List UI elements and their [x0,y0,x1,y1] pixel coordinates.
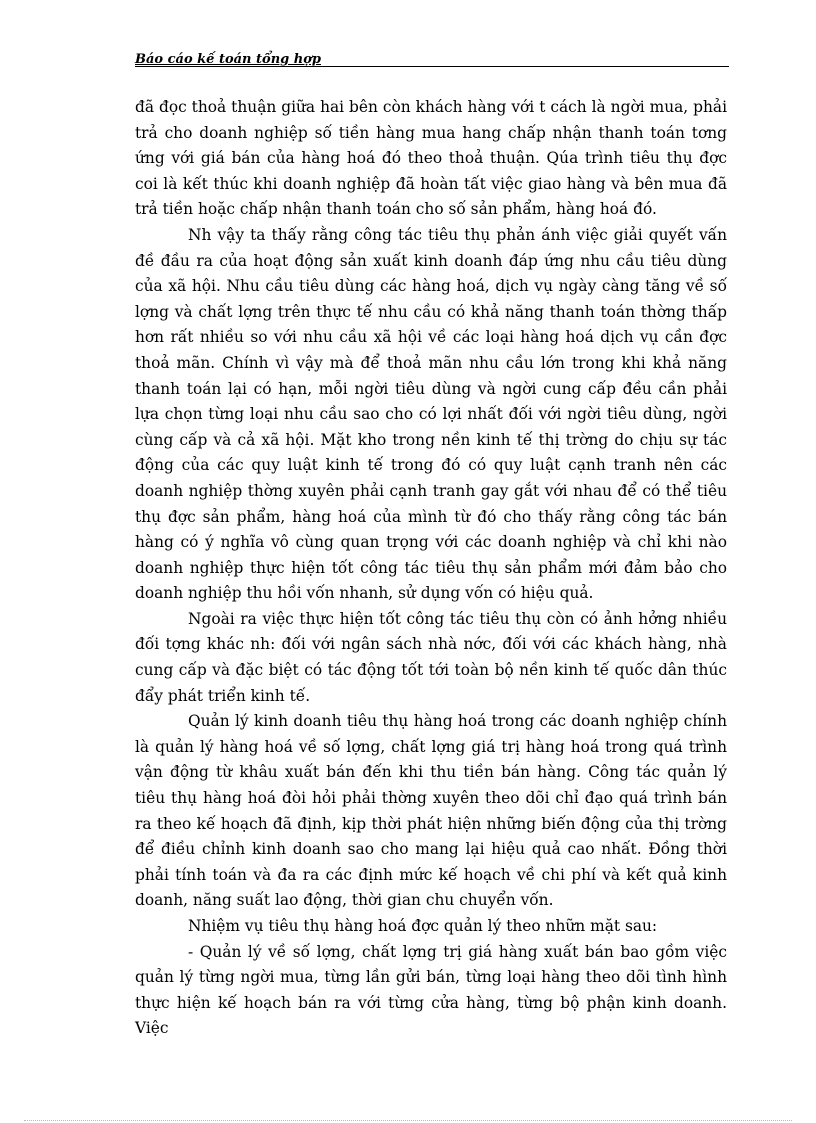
paragraph-broader-impact: Ngoài ra việc thực hiện tốt công tác tiêu thụ còn có ảnh hởng nhiều đối tợng khác nh: đối với ngân sách nhà nớc, đối với các khách hàng, nhà cung cấp và đặc biệt có tác động tốt tới toàn bộ nền kinh tế quốc dân thúc đẩy phát triển kinh tế. [135,609,727,705]
paragraph-management-tasks-intro: Nhiệm vụ tiêu thụ hàng hoá đợc quản lý theo nhữn mặt sau: [188,917,658,935]
header-title: Báo cáo kế toán tổng hợp [135,52,321,67]
paragraph-task-quantity-quality: - Quản lý về số lợng, chất lợng trị giá hàng xuất bán bao gồm việc quản lý từng ngời mua, từng lần gửi bán, từng loại hàng theo dõi tình hình thực hiện kế hoạch bán ra với từng cửa hàng, từng bộ phận kinh doanh. Việc [135,942,727,1038]
paragraph-continuation: đã đọc thoả thuận giữa hai bên còn khách hàng với t cách là ngời mua, phải trả cho doanh nghiệp số tiền hàng mua hang chấp nhận thanh toán tơng ứng với giá bán của hàng hoá đó theo thoả thuận. Qúa trình tiêu thụ đợc coi là kết thúc khi doanh nghiệp đã hoàn tất việc giao hàng và bên mua đã trả tiền hoặc chấp nhận thanh toán cho số sản phẩm, hàng hoá đó. [135,98,727,219]
document-body [135,95,727,1042]
page-bottom-divider [24,1120,792,1121]
page-header [135,50,729,67]
paragraph-sales-management: Quản lý kinh doanh tiêu thụ hàng hoá trong các doanh nghiệp chính là quản lý hàng hoá về số lợng, chất lợng giá trị hàng hoá trong quá trình vận động từ khâu xuất bán đến khi thu tiền bán hàng. Công tác quản lý tiêu thụ hàng hoá đòi hỏi phải thờng xuyên theo dõi chỉ đạo quá trình bán ra theo kế hoạch đã định, kịp thời phát hiện những biến động của thị trờng để điều chỉnh kinh doanh sao cho mang lại hiệu quả cao nhất. Đồng thời phải tính toán và đa ra các định mức kế hoạch về chi phí và kết quả kinh doanh, năng suất lao động, thời gian chu chuyển vốn. [135,712,727,910]
paragraph-consumption-role: Nh vậy ta thấy rằng công tác tiêu thụ phản ánh việc giải quyết vấn đề đầu ra của hoạt động sản xuất kinh doanh đáp ứng nhu cầu tiêu dùng của xã hội. Nhu cầu tiêu dùng các hàng hoá, dịch vụ ngày càng tăng về số lợng và chất lợng trên thực tế nhu cầu có khả năng thanh toán thờng thấp hơn rất nhiều so với nhu cầu xã hội về các loại hàng hoá dịch vụ cần đợc thoả mãn. Chính vì vậy mà để thoả mãn nhu cầu lớn trong khi khả năng thanh toán lại có hạn, mỗi ngời tiêu dùng và ngời cung cấp đều cần phải lựa chọn từng loại nhu cầu sao cho có lợi nhất đối với ngời tiêu dùng, ngời cùng cấp và cả xã hội. Mặt kho trong nền kinh tế thị trờng do chịu sự tác động của các quy luật kinh tế trong đó có quy luật cạnh tranh nên các doanh nghiệp thờng xuyên phải cạnh tranh gay gắt với nhau để có thể tiêu thụ đợc sản phẩm, hàng hoá của mình từ đó cho thấy rằng công tác bán hàng có ý nghĩa vô cùng quan trọng với các doanh nghiệp và chỉ khi nào doanh nghiệp thực hiện tốt công tác tiêu thụ sản phẩm mới đảm bảo cho doanh nghiệp thu hồi vốn nhanh, sử dụng vốn có hiệu quả. [135,225,727,603]
